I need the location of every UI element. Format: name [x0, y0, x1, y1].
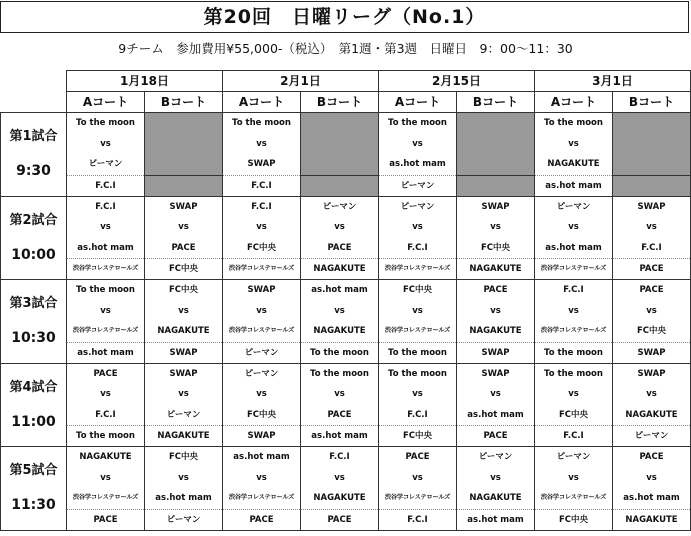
vs-label: vs — [457, 467, 535, 488]
home-team: To the moon — [535, 113, 613, 134]
vs-label: vs — [67, 384, 145, 405]
vs-label: vs — [613, 467, 691, 488]
home-team: PACE — [379, 447, 457, 468]
match-row — [1, 488, 691, 509]
home-team: PACE — [613, 447, 691, 468]
referee-team: ピーマン — [223, 342, 301, 363]
vs-label: vs — [67, 217, 145, 238]
away-team: NAGAKUTE — [457, 321, 535, 342]
vs-label: vs — [67, 300, 145, 321]
away-team: 渋谷学コレステロールズ — [535, 321, 613, 342]
vs-label: vs — [379, 133, 457, 154]
referee-team: NAGAKUTE — [613, 509, 691, 530]
match-row — [1, 280, 691, 301]
court-a-header: Aコート — [535, 92, 613, 113]
referee-team: as.hot mam — [67, 342, 145, 363]
referee-team: PACE — [67, 509, 145, 530]
away-team: 渋谷学コレステロールズ — [223, 488, 301, 509]
referee-team: F.C.I — [535, 426, 613, 447]
empty-court-cell — [145, 113, 223, 176]
vs-label: vs — [535, 467, 613, 488]
referee-team: 渋谷学コレステロールズ — [379, 259, 457, 280]
vs-label: vs — [379, 384, 457, 405]
vs-label: vs — [223, 384, 301, 405]
referee-team: as.hot mam — [457, 509, 535, 530]
home-team: To the moon — [67, 280, 145, 301]
vs-label: vs — [67, 467, 145, 488]
away-team: as.hot mam — [67, 238, 145, 259]
court-a-header: Aコート — [379, 92, 457, 113]
home-team: FC中央 — [145, 280, 223, 301]
match-row — [1, 175, 691, 196]
away-team: NAGAKUTE — [145, 321, 223, 342]
away-team: F.C.I — [379, 238, 457, 259]
home-team: ピーマン — [457, 447, 535, 468]
home-team: F.C.I — [535, 280, 613, 301]
referee-team: 渋谷学コレステロールズ — [223, 259, 301, 280]
match-row — [1, 384, 691, 405]
away-team: PACE — [301, 405, 379, 426]
vs-label: vs — [457, 300, 535, 321]
referee-team: To the moon — [67, 426, 145, 447]
home-team: To the moon — [379, 363, 457, 384]
round-time: 11:30 — [11, 497, 56, 514]
vs-label: vs — [457, 217, 535, 238]
home-team: NAGAKUTE — [67, 447, 145, 468]
vs-label: vs — [379, 217, 457, 238]
round-time: 10:00 — [11, 246, 56, 263]
home-team: FC中央 — [145, 447, 223, 468]
away-team: 渋谷学コレステロールズ — [379, 488, 457, 509]
referee-team: F.C.I — [379, 509, 457, 530]
away-team: FC中央 — [223, 238, 301, 259]
home-team: PACE — [67, 363, 145, 384]
vs-label: vs — [613, 384, 691, 405]
vs-label: vs — [145, 384, 223, 405]
vs-label: vs — [223, 300, 301, 321]
court-b-header: Bコート — [613, 92, 691, 113]
vs-label: vs — [535, 217, 613, 238]
court-b-header: Bコート — [457, 92, 535, 113]
round-cell — [1, 363, 67, 447]
referee-team: SWAP — [613, 342, 691, 363]
vs-label: vs — [613, 217, 691, 238]
match-row — [1, 426, 691, 447]
vs-label: vs — [223, 217, 301, 238]
home-team: To the moon — [535, 363, 613, 384]
empty-court-cell — [301, 113, 379, 176]
home-team: To the moon — [301, 363, 379, 384]
match-row — [1, 113, 691, 134]
round-cell — [1, 113, 67, 197]
date-header: 1月18日 — [67, 71, 223, 92]
round-label: 第3試合 — [9, 296, 58, 312]
vs-label: vs — [145, 217, 223, 238]
vs-label: vs — [67, 133, 145, 154]
home-team: ピーマン — [223, 363, 301, 384]
away-team: 渋谷学コレステロールズ — [379, 321, 457, 342]
vs-label: vs — [223, 133, 301, 154]
vs-label: vs — [301, 300, 379, 321]
away-team: SWAP — [223, 154, 301, 175]
home-team: SWAP — [145, 196, 223, 217]
round-cell — [1, 196, 67, 280]
referee-team: PACE — [457, 426, 535, 447]
referee-team: To the moon — [301, 342, 379, 363]
match-row — [1, 363, 691, 384]
vs-label: vs — [223, 467, 301, 488]
round-cell — [1, 280, 67, 364]
away-team: as.hot mam — [613, 488, 691, 509]
away-team: PACE — [145, 238, 223, 259]
away-team: ピーマン — [145, 405, 223, 426]
home-team: SWAP — [145, 363, 223, 384]
away-team: F.C.I — [67, 405, 145, 426]
away-team: as.hot mam — [379, 154, 457, 175]
referee-team: FC中央 — [535, 509, 613, 530]
home-team: ピーマン — [535, 196, 613, 217]
referee-team: To the moon — [379, 342, 457, 363]
away-team: NAGAKUTE — [301, 321, 379, 342]
round-cell — [1, 447, 67, 531]
round-label: 第1試合 — [9, 129, 58, 145]
referee-team: F.C.I — [67, 175, 145, 196]
home-team: SWAP — [613, 363, 691, 384]
round-label: 第5試合 — [9, 463, 58, 479]
away-team: NAGAKUTE — [457, 488, 535, 509]
round-label: 第2試合 — [9, 212, 58, 228]
empty-court-ref-cell — [457, 175, 535, 196]
referee-team: NAGAKUTE — [145, 426, 223, 447]
date-header: 2月15日 — [379, 71, 535, 92]
referee-team: SWAP — [223, 426, 301, 447]
away-team: FC中央 — [535, 405, 613, 426]
vs-label: vs — [301, 467, 379, 488]
home-team: as.hot mam — [301, 280, 379, 301]
away-team: FC中央 — [613, 321, 691, 342]
vs-label: vs — [301, 217, 379, 238]
away-team: as.hot mam — [535, 238, 613, 259]
home-team: PACE — [613, 280, 691, 301]
home-team: To the moon — [223, 113, 301, 134]
page-title: 第20回 日曜リーグ（No.1） — [0, 1, 689, 33]
away-team: 渋谷学コレステロールズ — [67, 488, 145, 509]
referee-team: PACE — [613, 259, 691, 280]
date-header: 2月1日 — [223, 71, 379, 92]
vs-label: vs — [145, 467, 223, 488]
home-team: F.C.I — [67, 196, 145, 217]
empty-court-cell — [613, 113, 691, 176]
away-team: ビーマン — [67, 154, 145, 175]
referee-team: SWAP — [457, 342, 535, 363]
match-row — [1, 342, 691, 363]
home-team: ピーマン — [301, 196, 379, 217]
vs-label: vs — [379, 300, 457, 321]
home-team: To the moon — [379, 113, 457, 134]
away-team: NAGAKUTE — [301, 488, 379, 509]
away-team: FC中央 — [457, 238, 535, 259]
schedule-body — [1, 113, 691, 531]
away-team: F.C.I — [613, 238, 691, 259]
corner-cell — [1, 71, 67, 113]
court-a-header: Aコート — [67, 92, 145, 113]
referee-team: FC中央 — [145, 259, 223, 280]
away-team: PACE — [301, 238, 379, 259]
home-team: SWAP — [223, 280, 301, 301]
referee-team: ピーマン — [379, 175, 457, 196]
home-team: To the moon — [67, 113, 145, 134]
match-row — [1, 238, 691, 259]
vs-label: vs — [457, 384, 535, 405]
match-row — [1, 196, 691, 217]
referee-team: ピーマン — [613, 426, 691, 447]
referee-team: FC中央 — [379, 426, 457, 447]
vs-label: vs — [145, 300, 223, 321]
home-team: ピーマン — [535, 447, 613, 468]
empty-court-cell — [457, 113, 535, 176]
away-team: 渋谷学コレステロールズ — [223, 321, 301, 342]
date-header: 3月1日 — [535, 71, 691, 92]
away-team: F.C.I — [379, 405, 457, 426]
home-team: as.hot mam — [223, 447, 301, 468]
vs-label: vs — [301, 384, 379, 405]
vs-label: vs — [535, 384, 613, 405]
away-team: NAGAKUTE — [613, 405, 691, 426]
match-row — [1, 405, 691, 426]
vs-label: vs — [613, 300, 691, 321]
away-team: as.hot mam — [457, 405, 535, 426]
empty-court-ref-cell — [613, 175, 691, 196]
match-row — [1, 447, 691, 468]
court-a-header: Aコート — [223, 92, 301, 113]
referee-team: PACE — [301, 509, 379, 530]
round-label: 第4試合 — [9, 379, 58, 395]
referee-team: NAGAKUTE — [301, 259, 379, 280]
referee-team: 渋谷学コレステロールズ — [535, 259, 613, 280]
home-team: F.C.I — [301, 447, 379, 468]
home-team: SWAP — [457, 196, 535, 217]
away-team: 渋谷学コレステロールズ — [67, 321, 145, 342]
referee-team: F.C.I — [223, 175, 301, 196]
away-team: FC中央 — [223, 405, 301, 426]
referee-team: PACE — [223, 509, 301, 530]
home-team: SWAP — [613, 196, 691, 217]
home-team: SWAP — [457, 363, 535, 384]
round-time: 9:30 — [16, 163, 51, 180]
home-team: F.C.I — [223, 196, 301, 217]
referee-team: 渋谷学コレステロールズ — [67, 259, 145, 280]
empty-court-ref-cell — [145, 175, 223, 196]
vs-label: vs — [535, 133, 613, 154]
match-row — [1, 217, 691, 238]
match-row — [1, 467, 691, 488]
match-row — [1, 259, 691, 280]
date-header-row — [1, 71, 691, 92]
away-team: 渋谷学コレステロールズ — [535, 488, 613, 509]
away-team: as.hot mam — [145, 488, 223, 509]
league-info: 9チーム 参加費用¥55,000-（税込） 第1週・第3週 日曜日 9：00〜11：30 — [118, 41, 573, 56]
schedule-table — [0, 70, 691, 531]
home-team: PACE — [457, 280, 535, 301]
court-header-row — [1, 92, 691, 113]
referee-team: ピーマン — [145, 509, 223, 530]
home-team: FC中央 — [379, 280, 457, 301]
away-team: NAGAKUTE — [535, 154, 613, 175]
referee-team: SWAP — [145, 342, 223, 363]
round-time: 11:00 — [11, 413, 56, 430]
referee-team: NAGAKUTE — [457, 259, 535, 280]
home-team: ピーマン — [379, 196, 457, 217]
vs-label: vs — [535, 300, 613, 321]
court-b-header: Bコート — [145, 92, 223, 113]
court-b-header: Bコート — [301, 92, 379, 113]
match-row — [1, 509, 691, 530]
empty-court-ref-cell — [301, 175, 379, 196]
match-row — [1, 321, 691, 342]
referee-team: To the moon — [535, 342, 613, 363]
referee-team: as.hot mam — [301, 426, 379, 447]
round-time: 10:30 — [11, 330, 56, 347]
match-row — [1, 300, 691, 321]
vs-label: vs — [379, 467, 457, 488]
referee-team: as.hot mam — [535, 175, 613, 196]
